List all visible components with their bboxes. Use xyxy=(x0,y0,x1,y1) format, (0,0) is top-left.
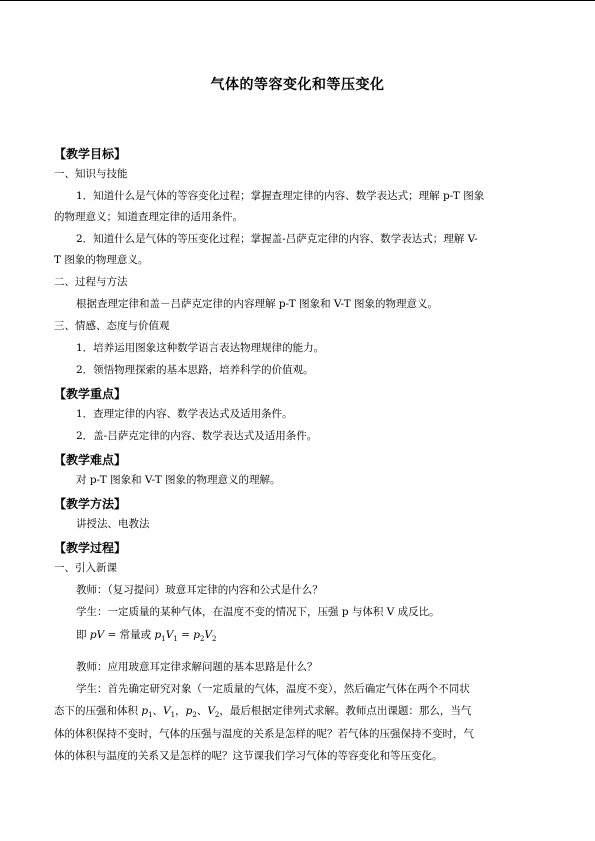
goal-3-1: 1．培养运用图象这种数学语言表达物理规律的能力。 xyxy=(76,342,325,354)
section-heading-key: 【教学重点】 xyxy=(54,387,127,401)
goal-1-1-line-a: 1．知道什么是气体的等容变化过程；掌握查理定律的内容、数学表达式；理解 p-T 图象 xyxy=(76,190,485,202)
document-title: 气体的等容变化和等压变化 xyxy=(210,77,385,93)
section-heading-goals: 【教学目标】 xyxy=(54,147,127,161)
formula-prefix: 即 xyxy=(76,629,87,641)
key-1: 1．查理定律的内容、数学表达式及适用条件。 xyxy=(76,408,293,420)
process-answer-2-line-b: 态下的压强和体积 $p_1$、$V_1$，$p_2$、$V_2$，最后根据定律列式求解。教师点出课题：那么，当气 xyxy=(54,705,472,720)
formula-equals: = xyxy=(177,629,194,641)
goal-1-1-line-b: 的物理意义；知道查理定律的适用条件。 xyxy=(54,211,243,223)
process-answer-1: 学生：一定质量的某种气体，在温度不变的情况下，压强 p 与体积 V 成反比。 xyxy=(76,606,440,618)
difficulty-1: 对 p-T 图象和 V-T 图象的物理意义的理解。 xyxy=(76,474,281,486)
goal-3-2: 2．领悟物理探索的基本思路，培养科学的价值观。 xyxy=(76,364,314,376)
goal-1-2-line-b: T 图象的物理意义。 xyxy=(54,254,149,266)
process-answer-2-line-a: 学生：首先确定研究对象（一定质量的气体，温度不变），然后确定气体在两个不同状 xyxy=(76,683,470,695)
process-question-1: 教师：（复习提问）玻意耳定律的内容和公式是什么？ xyxy=(76,584,323,596)
formula-line xyxy=(76,627,217,647)
formula-p2v2: $p_2V_2$ xyxy=(193,629,217,644)
symbol-v2: $V_2$ xyxy=(207,705,220,720)
process-answer-2-line-d: 体的体积与温度的关系又是怎样的呢？这节课我们学习气体的等容变化和等压变化。 xyxy=(54,750,443,762)
subsection-emotion: 三、情感、态度与价值观 xyxy=(54,320,170,332)
symbol-p1: $p_1$ xyxy=(141,705,153,720)
section-heading-process: 【教学过程】 xyxy=(54,541,127,555)
process-question-2: 教师：应用玻意耳定律求解问题的基本思路是什么？ xyxy=(76,661,318,673)
section-heading-difficulty: 【教学难点】 xyxy=(54,453,127,467)
formula-const: = 常量或 xyxy=(107,629,152,641)
key-2: 2．盖-吕萨克定律的内容、数学表达式及适用条件。 xyxy=(76,430,318,442)
symbol-v1: $V_1$ xyxy=(163,705,176,720)
symbol-p2: $p_2$ xyxy=(185,705,197,720)
process-answer-2-line-c: 体的体积保持不变时，气体的压强与温度的关系是怎样的呢？若气体的压强保持不变时，气 xyxy=(54,728,474,740)
subsection-knowledge: 一、知识与技能 xyxy=(54,168,128,180)
subsection-process: 二、过程与方法 xyxy=(54,276,128,288)
method-1: 讲授法、电教法 xyxy=(76,518,150,530)
goal-2-1: 根据查理定律和盖－吕萨克定律的内容理解 p-T 图象和 V-T 图象的物理意义。 xyxy=(76,298,439,310)
top-border-line xyxy=(0,0,595,1)
formula-p1v1: $p_1V_1$ xyxy=(154,629,178,644)
section-heading-method: 【教学方法】 xyxy=(54,497,127,511)
process-intro: 一、引入新课 xyxy=(54,562,117,574)
goal-1-2-line-a: 2．知道什么是气体的等压变化过程；掌握盖-吕萨克定律的内容、数学表达式；理解 V- xyxy=(76,233,478,245)
formula-pv: pV xyxy=(89,629,105,641)
